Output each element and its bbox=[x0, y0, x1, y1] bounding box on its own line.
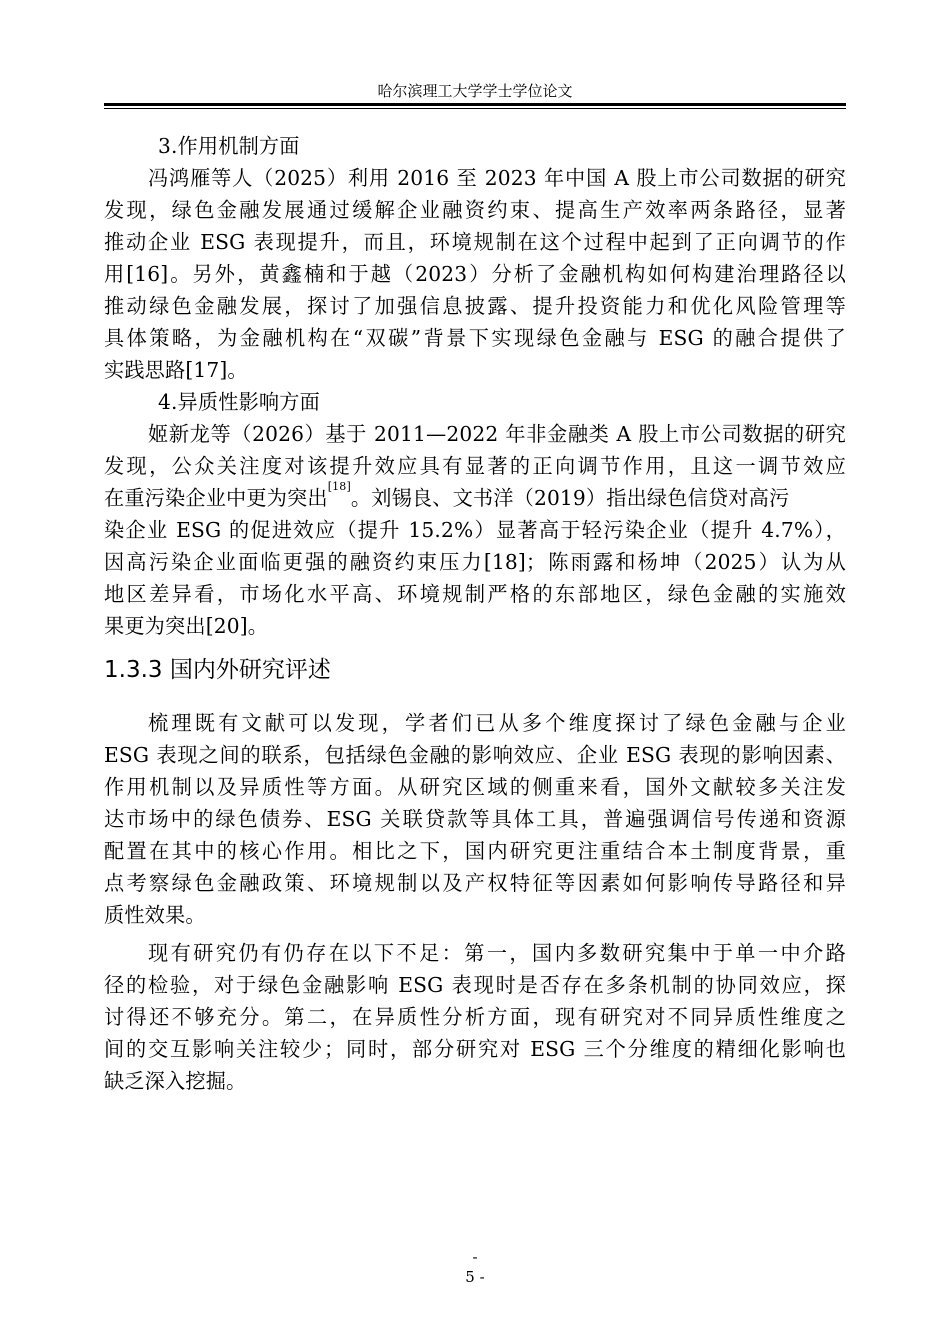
citation-superscript: [18] bbox=[327, 480, 351, 493]
text-line: 姬新龙等（2026）基于 2011—2022 年非金融类 A 股上市公司数据的研究 bbox=[148, 422, 846, 446]
page-body bbox=[104, 130, 846, 1097]
running-header: 哈尔滨理工大学学士学位论文 bbox=[377, 82, 573, 100]
text-line: 讨得还不够充分。第二，在异质性分析方面，现有研究对不同异质性维度之 bbox=[104, 1005, 846, 1029]
paragraph-review-2 bbox=[104, 937, 846, 1097]
header-rule-thick bbox=[104, 103, 846, 106]
paragraph-mechanism bbox=[104, 162, 846, 386]
text-line: 径的检验，对于绿色金融影响 ESG 表现时是否存在多条机制的协同效应，探 bbox=[104, 973, 846, 997]
text-line: 梳理既有文献可以发现，学者们已从多个维度探讨了绿色金融与企业 bbox=[148, 711, 846, 735]
text-line-with-citation bbox=[104, 482, 846, 514]
text-line: 达市场中的绿色债券、ESG 关联贷款等具体工具，普遍强调信号传递和资源 bbox=[104, 807, 846, 831]
text-line: 配置在其中的核心作用。相比之下，国内研究更注重结合本土制度背景，重 bbox=[104, 839, 846, 863]
subsection-title-mechanism: 3.作用机制方面 bbox=[158, 134, 300, 158]
text-line: 推动绿色金融发展，探讨了加强信息披露、提升投资能力和优化风险管理等 bbox=[104, 294, 846, 318]
text-segment: 在重污染企业中更为突出 bbox=[104, 486, 328, 510]
section-heading-1-3-3: 1.3.3 国内外研究评述 bbox=[104, 657, 331, 683]
text-line: 染企业 ESG 的促进效应（提升 15.2%）显著高于轻污染企业（提升 4.7%）， bbox=[104, 518, 846, 542]
text-line: ESG 表现之间的联系，包括绿色金融的影响效应、企业 ESG 表现的影响因素、 bbox=[104, 743, 846, 767]
text-line: 质性效果。 bbox=[104, 903, 206, 927]
text-line: 推动企业 ESG 表现提升，而且，环境规制在这个过程中起到了正向调节的作 bbox=[104, 230, 846, 254]
text-line: 现有研究仍有仍存在以下不足：第一，国内多数研究集中于单一中介路 bbox=[148, 941, 846, 965]
paragraph-heterogeneity bbox=[104, 418, 846, 642]
header-rule-thin bbox=[104, 108, 846, 109]
text-line: 用[16]。另外，黄鑫楠和于越（2023）分析了金融机构如何构建治理路径以 bbox=[104, 262, 846, 286]
text-line: 点考察绿色金融政策、环境规制以及产权特征等因素如何影响传导路径和异 bbox=[104, 871, 846, 895]
text-line: 因高污染企业面临更强的融资约束压力[18]；陈雨露和杨坤（2025）认为从 bbox=[104, 550, 846, 574]
text-line: 缺乏深入挖掘。 bbox=[104, 1069, 247, 1093]
text-line: 实践思路[17]。 bbox=[104, 358, 248, 382]
text-segment: 。刘锡良、文书洋（2019）指出绿色信贷对高污 bbox=[350, 486, 790, 510]
subsection-title-heterogeneity: 4.异质性影响方面 bbox=[158, 390, 320, 414]
text-line: 冯鸿雁等人（2025）利用 2016 至 2023 年中国 A 股上市公司数据的研究 bbox=[148, 166, 846, 190]
text-line: 果更为突出[20]。 bbox=[104, 614, 269, 638]
text-line: 具体策略，为金融机构在“双碳”背景下实现绿色金融与 ESG 的融合提供了 bbox=[104, 326, 846, 350]
text-line: 间的交互影响关注较少；同时，部分研究对 ESG 三个分维度的精细化影响也 bbox=[104, 1037, 846, 1061]
paragraph-review-1 bbox=[104, 707, 846, 931]
text-line: 发现，绿色金融发展通过缓解企业融资约束、提高生产效率两条路径，显著 bbox=[104, 198, 846, 222]
text-line: 发现，公众关注度对该提升效应具有显著的正向调节作用，且这一调节效应 bbox=[104, 454, 846, 478]
text-line: 作用机制以及异质性等方面。从研究区域的侧重来看，国外文献较多关注发 bbox=[104, 775, 846, 799]
footer-dash: - bbox=[472, 1248, 478, 1266]
page-number: 5 - bbox=[465, 1268, 485, 1286]
text-line: 地区差异看，市场化水平高、环境规制严格的东部地区，绿色金融的实施效 bbox=[104, 582, 846, 606]
